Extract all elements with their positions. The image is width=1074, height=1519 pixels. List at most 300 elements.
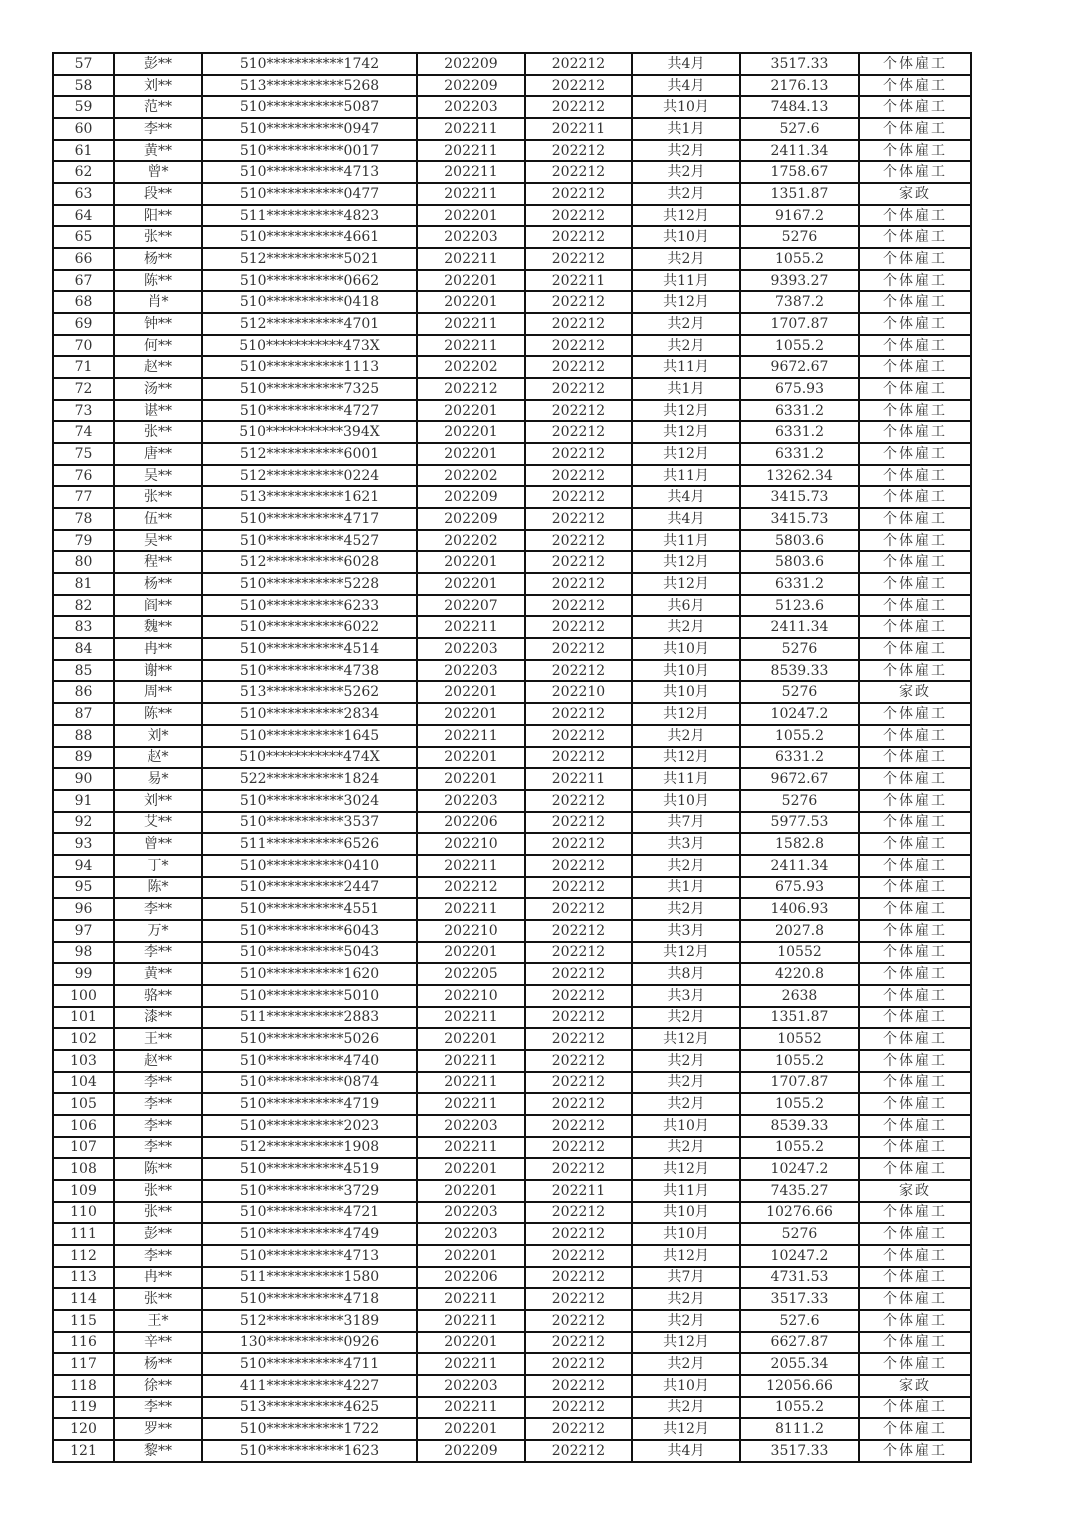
- row-number-cell: 112: [53, 1245, 114, 1267]
- amount-cell: 6331.2: [740, 421, 859, 443]
- id-number-cell: 512***********3189: [202, 1310, 417, 1332]
- employment-type-cell: 个体雇工: [859, 226, 971, 248]
- amount-cell: 675.93: [740, 378, 859, 400]
- amount-cell: 2055.34: [740, 1353, 859, 1375]
- row-number-cell: 82: [53, 595, 114, 617]
- row-number-cell: 67: [53, 270, 114, 292]
- start-month-cell: 202202: [417, 530, 525, 552]
- start-month-cell: 202210: [417, 920, 525, 942]
- id-number-cell: 510***********5228: [202, 573, 417, 595]
- row-number-cell: 83: [53, 616, 114, 638]
- end-month-cell: 202212: [525, 530, 632, 552]
- row-number-cell: 85: [53, 660, 114, 682]
- id-number-cell: 510***********473X: [202, 335, 417, 357]
- row-number-cell: 99: [53, 963, 114, 985]
- row-number-cell: 108: [53, 1158, 114, 1180]
- end-month-cell: 202212: [525, 703, 632, 725]
- table-row: [53, 96, 971, 118]
- id-number-cell: 510***********4740: [202, 1050, 417, 1072]
- amount-cell: 4220.8: [740, 963, 859, 985]
- id-number-cell: 510***********4749: [202, 1223, 417, 1245]
- name-cell: 黎**: [114, 1440, 202, 1462]
- id-number-cell: 510***********394X: [202, 421, 417, 443]
- row-number-cell: 77: [53, 486, 114, 508]
- amount-cell: 10552: [740, 1028, 859, 1050]
- table-row: [53, 421, 971, 443]
- start-month-cell: 202211: [417, 140, 525, 162]
- start-month-cell: 202201: [417, 573, 525, 595]
- end-month-cell: 202211: [525, 768, 632, 790]
- end-month-cell: 202212: [525, 161, 632, 183]
- name-cell: 黄**: [114, 140, 202, 162]
- employment-type-cell: 个体雇工: [859, 1028, 971, 1050]
- start-month-cell: 202209: [417, 53, 525, 75]
- name-cell: 陈**: [114, 703, 202, 725]
- amount-cell: 6331.2: [740, 443, 859, 465]
- end-month-cell: 202211: [525, 1180, 632, 1202]
- month-count-cell: 共6月: [632, 595, 740, 617]
- employment-type-cell: 家政: [859, 183, 971, 205]
- end-month-cell: 202212: [525, 898, 632, 920]
- amount-cell: 5276: [740, 638, 859, 660]
- month-count-cell: 共12月: [632, 443, 740, 465]
- end-month-cell: 202212: [525, 1028, 632, 1050]
- end-month-cell: 202212: [525, 1288, 632, 1310]
- row-number-cell: 60: [53, 118, 114, 140]
- employment-type-cell: 个体雇工: [859, 1397, 971, 1419]
- end-month-cell: 202210: [525, 681, 632, 703]
- end-month-cell: 202212: [525, 140, 632, 162]
- employment-type-cell: 个体雇工: [859, 963, 971, 985]
- name-cell: 黄**: [114, 963, 202, 985]
- amount-cell: 5276: [740, 1223, 859, 1245]
- start-month-cell: 202212: [417, 378, 525, 400]
- name-cell: 彭**: [114, 53, 202, 75]
- month-count-cell: 共2月: [632, 335, 740, 357]
- employment-type-cell: 个体雇工: [859, 747, 971, 769]
- row-number-cell: 79: [53, 530, 114, 552]
- end-month-cell: 202212: [525, 1332, 632, 1354]
- amount-cell: 6331.2: [740, 573, 859, 595]
- month-count-cell: 共11月: [632, 465, 740, 487]
- name-cell: 张**: [114, 226, 202, 248]
- amount-cell: 1055.2: [740, 725, 859, 747]
- start-month-cell: 202201: [417, 1332, 525, 1354]
- name-cell: 段**: [114, 183, 202, 205]
- amount-cell: 527.6: [740, 1310, 859, 1332]
- employment-type-cell: 个体雇工: [859, 638, 971, 660]
- employment-type-cell: 个体雇工: [859, 1115, 971, 1137]
- row-number-cell: 90: [53, 768, 114, 790]
- table-row: [53, 486, 971, 508]
- table-row: [53, 313, 971, 335]
- table-row: [53, 703, 971, 725]
- start-month-cell: 202203: [417, 1223, 525, 1245]
- month-count-cell: 共10月: [632, 660, 740, 682]
- name-cell: 周**: [114, 681, 202, 703]
- id-number-cell: 511***********2883: [202, 1007, 417, 1029]
- name-cell: 漆**: [114, 1007, 202, 1029]
- start-month-cell: 202211: [417, 183, 525, 205]
- row-number-cell: 88: [53, 725, 114, 747]
- end-month-cell: 202212: [525, 1440, 632, 1462]
- employment-type-cell: 个体雇工: [859, 205, 971, 227]
- row-number-cell: 115: [53, 1310, 114, 1332]
- amount-cell: 7387.2: [740, 291, 859, 313]
- id-number-cell: 510***********474X: [202, 747, 417, 769]
- employment-type-cell: 个体雇工: [859, 335, 971, 357]
- end-month-cell: 202212: [525, 508, 632, 530]
- table-row: [53, 1202, 971, 1224]
- name-cell: 肖*: [114, 291, 202, 313]
- month-count-cell: 共2月: [632, 1050, 740, 1072]
- table-row: [53, 1072, 971, 1094]
- row-number-cell: 110: [53, 1202, 114, 1224]
- id-number-cell: 510***********1722: [202, 1418, 417, 1440]
- employment-type-cell: 家政: [859, 681, 971, 703]
- employment-type-cell: 个体雇工: [859, 75, 971, 97]
- name-cell: 李**: [114, 1072, 202, 1094]
- id-number-cell: 510***********1645: [202, 725, 417, 747]
- employment-type-cell: 个体雇工: [859, 595, 971, 617]
- name-cell: 冉**: [114, 638, 202, 660]
- month-count-cell: 共10月: [632, 638, 740, 660]
- row-number-cell: 117: [53, 1353, 114, 1375]
- employment-type-cell: 个体雇工: [859, 1202, 971, 1224]
- employment-type-cell: 个体雇工: [859, 1050, 971, 1072]
- month-count-cell: 共4月: [632, 1440, 740, 1462]
- table-row: [53, 790, 971, 812]
- amount-cell: 7435.27: [740, 1180, 859, 1202]
- row-number-cell: 98: [53, 942, 114, 964]
- row-number-cell: 73: [53, 400, 114, 422]
- month-count-cell: 共2月: [632, 1397, 740, 1419]
- row-number-cell: 94: [53, 855, 114, 877]
- table-row: [53, 1158, 971, 1180]
- table-row: [53, 573, 971, 595]
- row-number-cell: 84: [53, 638, 114, 660]
- name-cell: 陈**: [114, 270, 202, 292]
- end-month-cell: 202211: [525, 270, 632, 292]
- start-month-cell: 202201: [417, 942, 525, 964]
- name-cell: 杨**: [114, 248, 202, 270]
- id-number-cell: 513***********5268: [202, 75, 417, 97]
- end-month-cell: 202212: [525, 335, 632, 357]
- end-month-cell: 202212: [525, 833, 632, 855]
- row-number-cell: 121: [53, 1440, 114, 1462]
- table-row: [53, 335, 971, 357]
- amount-cell: 1055.2: [740, 1050, 859, 1072]
- employment-type-cell: 个体雇工: [859, 1007, 971, 1029]
- id-number-cell: 510***********4713: [202, 161, 417, 183]
- start-month-cell: 202211: [417, 1310, 525, 1332]
- start-month-cell: 202201: [417, 551, 525, 573]
- end-month-cell: 202212: [525, 356, 632, 378]
- row-number-cell: 80: [53, 551, 114, 573]
- row-number-cell: 59: [53, 96, 114, 118]
- end-month-cell: 202212: [525, 616, 632, 638]
- table-row: [53, 616, 971, 638]
- id-number-cell: 510***********4713: [202, 1245, 417, 1267]
- amount-cell: 1758.67: [740, 161, 859, 183]
- amount-cell: 12056.66: [740, 1375, 859, 1397]
- amount-cell: 9393.27: [740, 270, 859, 292]
- table-row: [53, 1007, 971, 1029]
- id-number-cell: 510***********1620: [202, 963, 417, 985]
- end-month-cell: 202212: [525, 725, 632, 747]
- month-count-cell: 共10月: [632, 1375, 740, 1397]
- month-count-cell: 共2月: [632, 1007, 740, 1029]
- employment-type-cell: 个体雇工: [859, 1223, 971, 1245]
- start-month-cell: 202201: [417, 747, 525, 769]
- end-month-cell: 202212: [525, 1223, 632, 1245]
- row-number-cell: 104: [53, 1072, 114, 1094]
- start-month-cell: 202201: [417, 1180, 525, 1202]
- name-cell: 吴**: [114, 465, 202, 487]
- row-number-cell: 68: [53, 291, 114, 313]
- start-month-cell: 202202: [417, 356, 525, 378]
- id-number-cell: 510***********5087: [202, 96, 417, 118]
- month-count-cell: 共11月: [632, 1180, 740, 1202]
- employment-type-cell: 个体雇工: [859, 898, 971, 920]
- table-body: [53, 53, 971, 1462]
- id-number-cell: 510***********0874: [202, 1072, 417, 1094]
- name-cell: 曾**: [114, 833, 202, 855]
- end-month-cell: 202211: [525, 118, 632, 140]
- start-month-cell: 202211: [417, 1072, 525, 1094]
- amount-cell: 1707.87: [740, 313, 859, 335]
- row-number-cell: 107: [53, 1137, 114, 1159]
- month-count-cell: 共12月: [632, 1418, 740, 1440]
- start-month-cell: 202203: [417, 790, 525, 812]
- name-cell: 万*: [114, 920, 202, 942]
- table-row: [53, 833, 971, 855]
- row-number-cell: 111: [53, 1223, 114, 1245]
- row-number-cell: 97: [53, 920, 114, 942]
- row-number-cell: 57: [53, 53, 114, 75]
- table-row: [53, 1418, 971, 1440]
- table-row: [53, 161, 971, 183]
- employment-type-cell: 个体雇工: [859, 378, 971, 400]
- id-number-cell: 510***********2023: [202, 1115, 417, 1137]
- table-row: [53, 465, 971, 487]
- row-number-cell: 109: [53, 1180, 114, 1202]
- amount-cell: 8539.33: [740, 660, 859, 682]
- month-count-cell: 共11月: [632, 270, 740, 292]
- end-month-cell: 202212: [525, 747, 632, 769]
- name-cell: 赵**: [114, 356, 202, 378]
- amount-cell: 5123.6: [740, 595, 859, 617]
- name-cell: 陈*: [114, 877, 202, 899]
- id-number-cell: 513***********4625: [202, 1397, 417, 1419]
- employment-type-cell: 个体雇工: [859, 790, 971, 812]
- name-cell: 辛**: [114, 1332, 202, 1354]
- start-month-cell: 202211: [417, 1397, 525, 1419]
- end-month-cell: 202212: [525, 551, 632, 573]
- employment-type-cell: 个体雇工: [859, 1310, 971, 1332]
- employment-type-cell: 个体雇工: [859, 356, 971, 378]
- table-row: [53, 1375, 971, 1397]
- table-row: [53, 681, 971, 703]
- month-count-cell: 共10月: [632, 1223, 740, 1245]
- row-number-cell: 96: [53, 898, 114, 920]
- end-month-cell: 202212: [525, 1245, 632, 1267]
- row-number-cell: 103: [53, 1050, 114, 1072]
- end-month-cell: 202212: [525, 877, 632, 899]
- id-number-cell: 512***********1908: [202, 1137, 417, 1159]
- month-count-cell: 共12月: [632, 1028, 740, 1050]
- employment-type-cell: 个体雇工: [859, 1353, 971, 1375]
- start-month-cell: 202206: [417, 812, 525, 834]
- id-number-cell: 510***********4661: [202, 226, 417, 248]
- amount-cell: 7484.13: [740, 96, 859, 118]
- end-month-cell: 202212: [525, 790, 632, 812]
- amount-cell: 5803.6: [740, 551, 859, 573]
- id-number-cell: 510***********3537: [202, 812, 417, 834]
- amount-cell: 1055.2: [740, 1397, 859, 1419]
- name-cell: 谌**: [114, 400, 202, 422]
- month-count-cell: 共7月: [632, 812, 740, 834]
- row-number-cell: 81: [53, 573, 114, 595]
- table-row: [53, 1115, 971, 1137]
- table-row: [53, 812, 971, 834]
- table-row: [53, 985, 971, 1007]
- table-row: [53, 725, 971, 747]
- row-number-cell: 65: [53, 226, 114, 248]
- name-cell: 钟**: [114, 313, 202, 335]
- table-row: [53, 1180, 971, 1202]
- month-count-cell: 共12月: [632, 291, 740, 313]
- start-month-cell: 202211: [417, 1353, 525, 1375]
- amount-cell: 1406.93: [740, 898, 859, 920]
- amount-cell: 3415.73: [740, 486, 859, 508]
- amount-cell: 1055.2: [740, 1137, 859, 1159]
- name-cell: 李**: [114, 1115, 202, 1137]
- amount-cell: 2411.34: [740, 140, 859, 162]
- end-month-cell: 202212: [525, 942, 632, 964]
- id-number-cell: 130***********0926: [202, 1332, 417, 1354]
- month-count-cell: 共1月: [632, 378, 740, 400]
- start-month-cell: 202201: [417, 291, 525, 313]
- amount-cell: 5276: [740, 790, 859, 812]
- employment-type-cell: 个体雇工: [859, 1245, 971, 1267]
- month-count-cell: 共2月: [632, 1288, 740, 1310]
- id-number-cell: 510***********6233: [202, 595, 417, 617]
- start-month-cell: 202201: [417, 768, 525, 790]
- start-month-cell: 202201: [417, 421, 525, 443]
- id-number-cell: 510***********3729: [202, 1180, 417, 1202]
- row-number-cell: 58: [53, 75, 114, 97]
- start-month-cell: 202211: [417, 725, 525, 747]
- name-cell: 伍**: [114, 508, 202, 530]
- amount-cell: 527.6: [740, 118, 859, 140]
- id-number-cell: 510***********4721: [202, 1202, 417, 1224]
- end-month-cell: 202212: [525, 486, 632, 508]
- table-row: [53, 768, 971, 790]
- start-month-cell: 202201: [417, 400, 525, 422]
- end-month-cell: 202212: [525, 1202, 632, 1224]
- employment-type-cell: 个体雇工: [859, 855, 971, 877]
- month-count-cell: 共10月: [632, 1202, 740, 1224]
- month-count-cell: 共4月: [632, 486, 740, 508]
- employment-type-cell: 个体雇工: [859, 465, 971, 487]
- start-month-cell: 202203: [417, 226, 525, 248]
- name-cell: 张**: [114, 1202, 202, 1224]
- id-number-cell: 510***********5010: [202, 985, 417, 1007]
- amount-cell: 1351.87: [740, 1007, 859, 1029]
- employment-type-cell: 个体雇工: [859, 573, 971, 595]
- end-month-cell: 202212: [525, 421, 632, 443]
- employment-type-cell: 个体雇工: [859, 1072, 971, 1094]
- employment-type-cell: 个体雇工: [859, 508, 971, 530]
- id-number-cell: 510***********0477: [202, 183, 417, 205]
- end-month-cell: 202212: [525, 963, 632, 985]
- end-month-cell: 202212: [525, 855, 632, 877]
- id-number-cell: 510***********0017: [202, 140, 417, 162]
- month-count-cell: 共2月: [632, 1072, 740, 1094]
- employment-type-cell: 个体雇工: [859, 1158, 971, 1180]
- month-count-cell: 共12月: [632, 1332, 740, 1354]
- name-cell: 曾*: [114, 161, 202, 183]
- table-row: [53, 248, 971, 270]
- name-cell: 张**: [114, 1288, 202, 1310]
- row-number-cell: 101: [53, 1007, 114, 1029]
- start-month-cell: 202201: [417, 1418, 525, 1440]
- month-count-cell: 共11月: [632, 768, 740, 790]
- row-number-cell: 102: [53, 1028, 114, 1050]
- start-month-cell: 202203: [417, 1115, 525, 1137]
- end-month-cell: 202212: [525, 920, 632, 942]
- start-month-cell: 202203: [417, 96, 525, 118]
- table-row: [53, 140, 971, 162]
- amount-cell: 9167.2: [740, 205, 859, 227]
- start-month-cell: 202210: [417, 985, 525, 1007]
- row-number-cell: 100: [53, 985, 114, 1007]
- id-number-cell: 510***********4738: [202, 660, 417, 682]
- name-cell: 程**: [114, 551, 202, 573]
- name-cell: 刘*: [114, 725, 202, 747]
- employment-type-cell: 个体雇工: [859, 291, 971, 313]
- month-count-cell: 共2月: [632, 898, 740, 920]
- name-cell: 赵**: [114, 1050, 202, 1072]
- end-month-cell: 202212: [525, 248, 632, 270]
- amount-cell: 2411.34: [740, 616, 859, 638]
- row-number-cell: 76: [53, 465, 114, 487]
- month-count-cell: 共12月: [632, 747, 740, 769]
- id-number-cell: 512***********5021: [202, 248, 417, 270]
- employment-type-cell: 个体雇工: [859, 486, 971, 508]
- employment-type-cell: 个体雇工: [859, 270, 971, 292]
- start-month-cell: 202211: [417, 118, 525, 140]
- name-cell: 阳**: [114, 205, 202, 227]
- name-cell: 徐**: [114, 1375, 202, 1397]
- month-count-cell: 共10月: [632, 681, 740, 703]
- id-number-cell: 510***********2834: [202, 703, 417, 725]
- start-month-cell: 202201: [417, 205, 525, 227]
- row-number-cell: 66: [53, 248, 114, 270]
- id-number-cell: 512***********6028: [202, 551, 417, 573]
- table-row: [53, 747, 971, 769]
- name-cell: 何**: [114, 335, 202, 357]
- month-count-cell: 共2月: [632, 1353, 740, 1375]
- month-count-cell: 共12月: [632, 1158, 740, 1180]
- month-count-cell: 共2月: [632, 616, 740, 638]
- start-month-cell: 202211: [417, 313, 525, 335]
- name-cell: 骆**: [114, 985, 202, 1007]
- employment-type-cell: 个体雇工: [859, 985, 971, 1007]
- employment-type-cell: 家政: [859, 1375, 971, 1397]
- end-month-cell: 202212: [525, 1093, 632, 1115]
